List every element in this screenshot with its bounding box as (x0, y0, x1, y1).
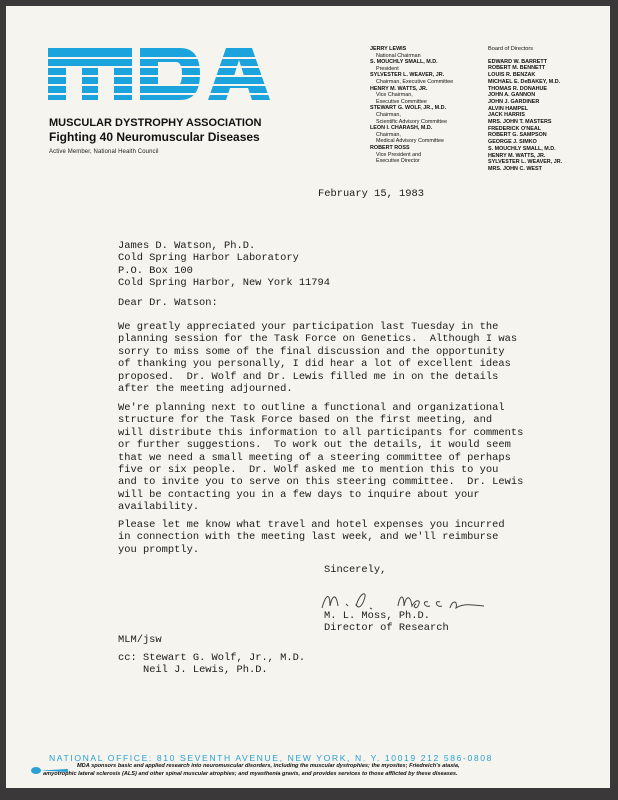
board-member: GEORGE J. SIMKO (488, 139, 537, 146)
text-line: in connection with the meeting last week, and we'll reimburse (118, 531, 499, 544)
address-line: Cold Spring Harbor Laboratory (118, 252, 299, 265)
text-line: sorry to miss some of the final discussion and the opportunity (118, 345, 505, 358)
board-member: ROBERT M. BENNETT (488, 65, 546, 72)
officer: SYLVESTER L. WEAVER, JR. Chairman, Executive Committee (370, 72, 454, 85)
address-line: Cold Spring Harbor, New York 11794 (118, 277, 331, 290)
cc-recipient: Neil J. Lewis, Ph.D. (142, 664, 268, 677)
member-note: Active Member, National Health Council (49, 149, 159, 155)
text-line: of thanking you personally, I did hear a lot of excellent ideas (118, 358, 511, 371)
text-line: structure for the Task Force based on the first meeting, and (118, 414, 493, 427)
text-line: planning session for the Task Force on Genetics. Although I was (118, 333, 518, 346)
salutation: Dear Dr. Watson: (118, 297, 218, 309)
text-line: proposed. Dr. Wolf and Dr. Lewis filled me in on the details (118, 370, 499, 383)
mission-statement (43, 763, 597, 778)
text-line: will distribute this information to all participants for comments (118, 426, 524, 439)
mda-logo (40, 34, 280, 114)
board-member: MRS. JOHN T. MASTERS (488, 119, 552, 126)
text-line: We greatly appreciated your participation last Tuesday in the (118, 321, 499, 333)
board-member: MRS. JOHN C. WEST (488, 165, 542, 172)
officer: STEWART G. WOLF, JR., M.D. Chairman, Scientific Advisory Committee (370, 105, 447, 125)
board-member: HENRY M. WATTS, JR. (488, 152, 546, 159)
officers-list (370, 46, 490, 165)
board-member: SYLVESTER L. WEAVER, JR. (488, 159, 563, 166)
address-line: P.O. Box 100 (118, 264, 193, 277)
board-heading: Board of Directors (488, 46, 534, 52)
cc-block (118, 652, 305, 677)
text-line: will be contacting you in a few days to inquire about your (118, 488, 480, 501)
association-tagline: Fighting 40 Neuromuscular Diseases (49, 130, 260, 144)
board-member: S. MOUCHLY SMALL, M.D. (488, 145, 556, 152)
text-line: and to invite you to serve on this steering committee. Dr. Lewis (118, 476, 524, 489)
officer: LEON I. CHARASH, M.D. Chairman, Medical Advisory Committee (370, 125, 445, 145)
board-member: ROBERT G. SAMPSON (488, 132, 547, 139)
officer: HENRY M. WATTS, JR. Vice Chairman, Executive Committee (370, 85, 428, 105)
body-paragraph-3 (118, 519, 505, 556)
letter-page (6, 6, 610, 788)
address-line: James D. Watson, Ph.D. (118, 240, 256, 252)
officer: JERRY LEWIS National Chairman (370, 46, 421, 59)
text-line: We're planning next to outline a functional and organizational (118, 402, 505, 414)
association-name: MUSCULAR DYSTROPHY ASSOCIATION (49, 117, 262, 129)
officer: ROBERT ROSS Vice President and Executive Director (370, 144, 422, 165)
text-line: you promptly. (118, 543, 200, 556)
body-paragraph-1 (118, 321, 518, 396)
cc-line (118, 652, 305, 664)
mission-line: amyotrophic lateral sclerosis (ALS) and other spinal muscular atrophies; and myasthenia gravis, and provides services to those afflicted by these diseases. (43, 770, 458, 777)
signer-title: Director of Research (324, 622, 449, 634)
board-member: EDWARD W. BARRETT (488, 58, 547, 65)
body-paragraph-2 (118, 402, 524, 514)
text-line: Please let me know what travel and hotel expenses you incurred (118, 519, 505, 531)
board-member: LOUIS R. BENZAK (488, 72, 536, 79)
board-of-directors (488, 46, 608, 173)
board-member: FREDERICK O'NEAL (488, 125, 542, 132)
mission-line: MDA sponsors basic and applied research into neuromuscular disorders, including the muscular dystrophies; the myosites; Friedreich's ataxia, (77, 763, 460, 769)
association-block (49, 116, 261, 144)
board-member: JOHN A. GANNON (488, 92, 536, 99)
typist-initials: MLM/jsw (118, 634, 162, 646)
board-member: JOHN J. GARDINER (488, 98, 540, 105)
board-member: MICHAEL E. DeBAKEY, M.D. (488, 78, 561, 85)
recipient-address (118, 240, 330, 290)
closing: Sincerely, (324, 564, 387, 576)
board-member: ALVIN HAMPEL (488, 105, 529, 112)
text-line: five or six people. Dr. Wolf asked me to mention this to you (118, 464, 499, 477)
text-line: or further suggestions. To work out the details, it would seem (118, 439, 511, 452)
text-line: after the meeting adjourned. (118, 383, 293, 396)
cc-prefix: cc: (118, 652, 137, 664)
officer: S. MOUCHLY SMALL, M.D. President (370, 59, 438, 72)
cc-line (118, 664, 305, 676)
text-line: that we need a small meeting of a steering committee of perhaps (118, 451, 511, 464)
national-office-line: NATIONAL OFFICE: 810 SEVENTH AVENUE, NEW YORK, N. Y. 10019 212 586-0808 (49, 753, 493, 763)
cc-recipient: Stewart G. Wolf, Jr., M.D. (142, 652, 306, 664)
signer-name: M. L. Moss, Ph.D. (324, 610, 431, 622)
text-line: availability. (118, 501, 200, 514)
letter-date: February 15, 1983 (318, 188, 425, 200)
board-member: THOMAS R. DONAHUE (488, 85, 547, 92)
board-member: JACK HARRIS (488, 112, 525, 119)
